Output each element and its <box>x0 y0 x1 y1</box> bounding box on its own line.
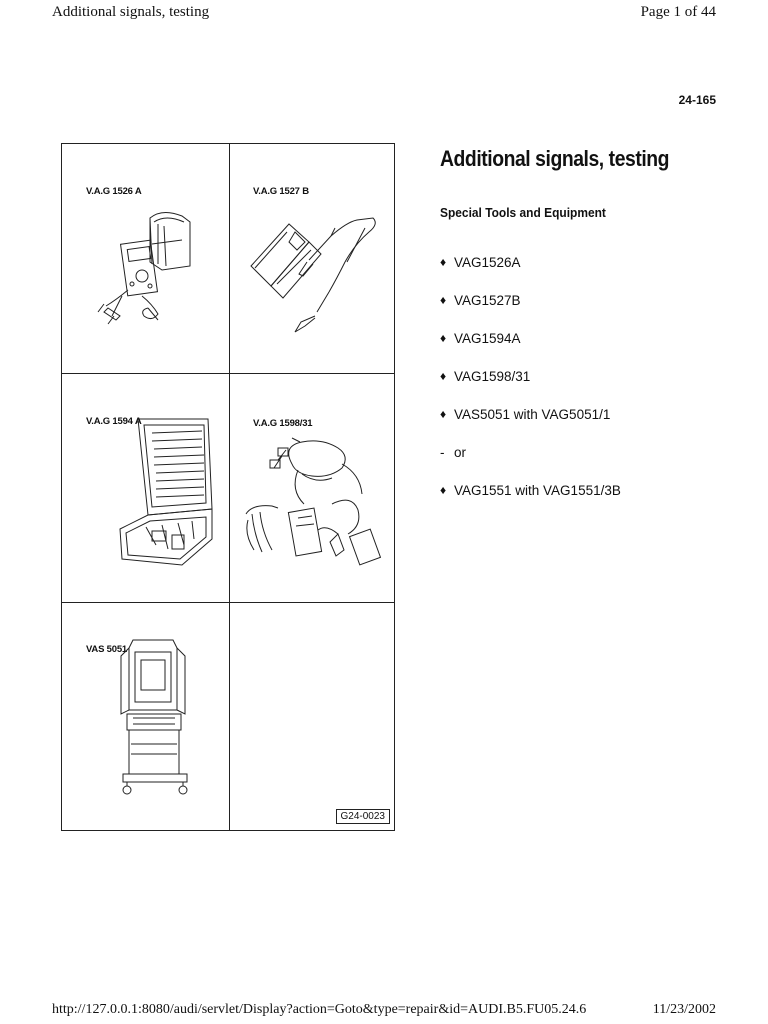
grid-divider-horizontal <box>62 602 394 603</box>
page-counter: Page 1 of 44 <box>640 4 716 20</box>
diamond-bullet-icon: ♦ <box>440 407 447 421</box>
list-item <box>440 255 621 293</box>
list-item-text: VAG1527B <box>454 293 521 308</box>
tools-list <box>440 255 621 521</box>
grid-divider-vertical <box>229 144 230 830</box>
diagnostic-cart-illustration <box>117 634 197 804</box>
page-title: Additional signals, testing <box>440 146 670 171</box>
cable-set-illustration <box>242 434 392 574</box>
list-item-text: VAS5051 with VAG5051/1 <box>454 407 611 422</box>
test-leads-illustration <box>247 214 392 339</box>
diamond-bullet-icon: ♦ <box>440 369 447 383</box>
diamond-bullet-icon: ♦ <box>440 483 447 497</box>
list-item <box>440 369 621 407</box>
page-header-title: Additional signals, testing <box>52 4 210 20</box>
figure-code: G24-0023 <box>336 809 390 824</box>
adapter-case-illustration <box>112 409 222 569</box>
list-item-text: or <box>454 445 467 460</box>
list-item <box>440 407 621 445</box>
tool-label-vag1526a: V.A.G 1526 A <box>86 186 142 197</box>
list-item <box>440 293 621 331</box>
tools-figure <box>61 143 395 831</box>
section-page-number: 24-165 <box>678 93 716 107</box>
multimeter-illustration <box>92 204 212 329</box>
diamond-bullet-icon: ♦ <box>440 331 447 345</box>
dash-marker: - <box>440 445 445 460</box>
list-item-text: VAG1598/31 <box>454 369 531 384</box>
tool-label-vag1598-31: V.A.G 1598/31 <box>253 418 313 429</box>
grid-divider-horizontal <box>62 373 394 374</box>
section-subtitle: Special Tools and Equipment <box>440 205 606 220</box>
tool-label-vag1594a: V.A.G 1594 A <box>86 416 142 427</box>
footer-url: http://127.0.0.1:8080/audi/servlet/Display?action=Goto&type=repair&id=AUDI.B5.FU05.24.6 <box>52 1002 587 1017</box>
diamond-bullet-icon: ♦ <box>440 255 447 269</box>
list-item <box>440 445 621 483</box>
tool-label-vag1527b: V.A.G 1527 B <box>253 186 309 197</box>
tool-label-vas5051: VAS 5051 <box>86 644 128 655</box>
list-item-text: VAG1526A <box>454 255 521 270</box>
list-item-text: VAG1594A <box>454 331 521 346</box>
list-item-text: VAG1551 with VAG1551/3B <box>454 483 621 498</box>
diamond-bullet-icon: ♦ <box>440 293 447 307</box>
list-item <box>440 483 621 521</box>
list-item <box>440 331 621 369</box>
footer-date: 11/23/2002 <box>652 1002 716 1017</box>
